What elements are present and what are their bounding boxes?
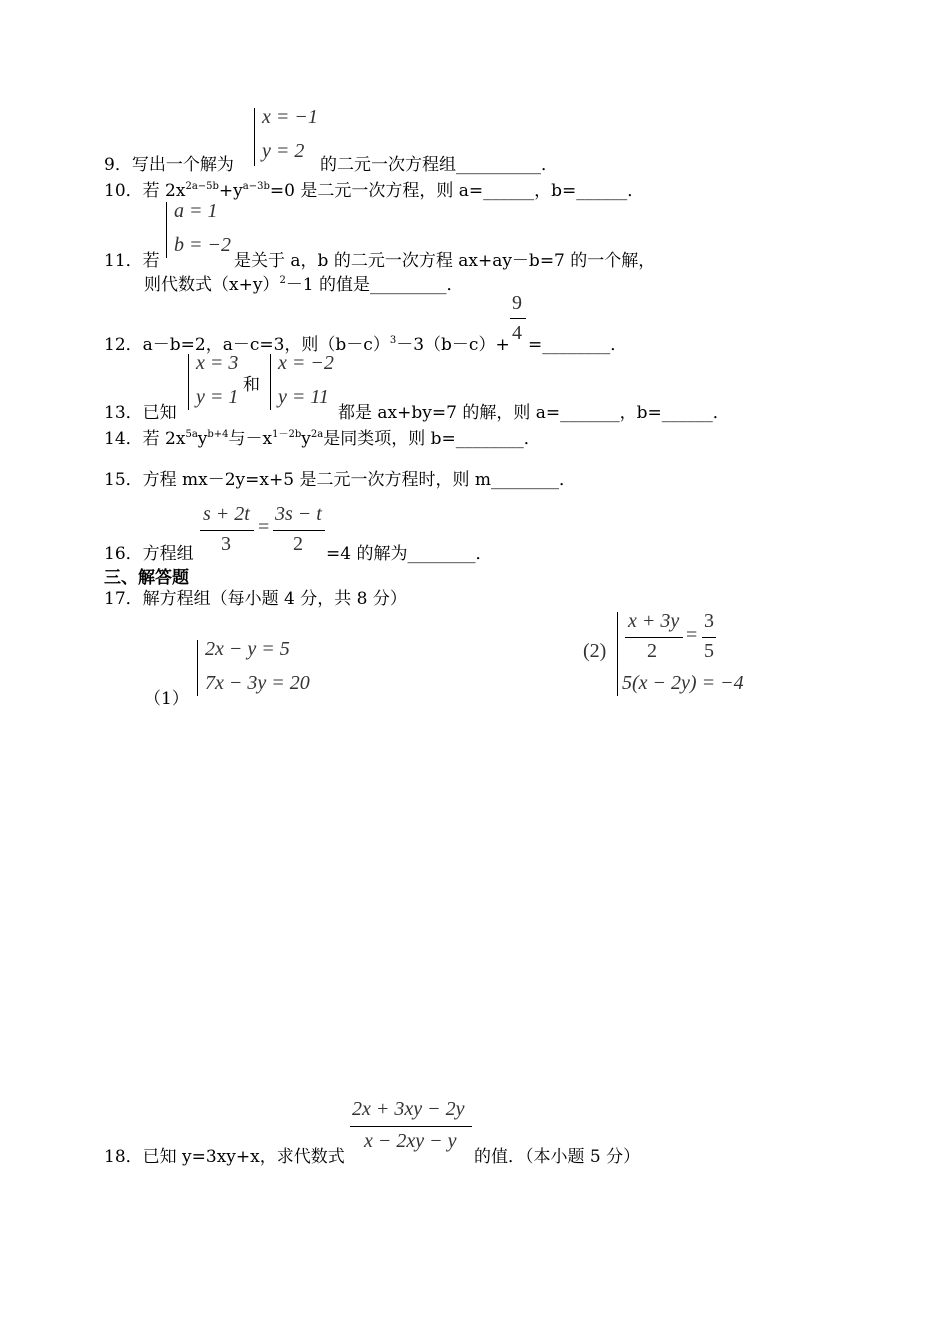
fraction-bar bbox=[625, 637, 683, 638]
fraction-numerator: 9 bbox=[512, 292, 522, 314]
question-9-suffix: 的二元一次方程组__________． bbox=[320, 155, 558, 175]
equals-sign: = bbox=[686, 624, 698, 646]
question-18-suffix: 的值．（本小题 5 分） bbox=[474, 1147, 641, 1167]
fraction-numerator: 3s − t bbox=[275, 503, 322, 525]
system-brace bbox=[166, 202, 167, 258]
equation: x = −2 bbox=[278, 352, 334, 374]
question-9-prefix: 9．写出一个解为 bbox=[104, 155, 234, 175]
question-15: 15．方程 mx－2y=x+5 是二元一次方程时，则 m________． bbox=[104, 470, 576, 490]
part-1-label: （1） bbox=[144, 689, 189, 709]
fraction-bar bbox=[200, 530, 254, 531]
equation: b = −2 bbox=[174, 234, 231, 256]
fraction-denominator: 2 bbox=[293, 533, 303, 555]
system-brace bbox=[270, 354, 271, 410]
fraction-denominator: 4 bbox=[512, 322, 522, 344]
fraction-numerator: 2x + 3xy − 2y bbox=[352, 1098, 465, 1120]
question-12: 12．a－b=2，a－c=3，则$(b-c)^3-3(b-c)+$ bbox=[104, 335, 510, 355]
fraction-numerator: 3 bbox=[704, 610, 714, 632]
equals-sign: = bbox=[258, 516, 270, 538]
question-14: 14．若 $2x^{5a}y^{b+4}$与$-x^{1-2b}y^{2a}$是同类项，则 b=________． bbox=[104, 429, 541, 449]
equation: a = 1 bbox=[174, 200, 218, 222]
question-11-suffix: 是关于 a，b 的二元一次方程 ax+ay－b=7 的一个解， bbox=[234, 251, 656, 271]
equation: 5(x − 2y) = −4 bbox=[622, 672, 744, 694]
system-brace bbox=[188, 354, 189, 410]
equation: y = 1 bbox=[196, 386, 239, 408]
equation: x = −1 bbox=[262, 106, 318, 128]
fraction-numerator: s + 2t bbox=[203, 503, 250, 525]
system-brace bbox=[254, 108, 255, 166]
equation: y = 2 bbox=[262, 140, 305, 162]
question-16-suffix: =4 的解为________． bbox=[326, 544, 493, 564]
question-11-line2: 则代数式$(x+y)^2-1$ 的值是_________． bbox=[144, 275, 464, 295]
fraction-denominator: 5 bbox=[704, 640, 714, 662]
question-10: 10．若 $2x^{2a-5b}+y^{a-3b}=0$ 是二元一次方程，则 a=______，b=______． bbox=[104, 181, 645, 201]
fraction-numerator: x + 3y bbox=[628, 610, 680, 632]
question-13-prefix: 13．已知 bbox=[104, 403, 177, 423]
fraction-denominator: 3 bbox=[221, 533, 231, 555]
question-16-prefix: 16．方程组 bbox=[104, 544, 194, 564]
question-18-prefix: 18．已知 y=3xy+x，求代数式 bbox=[104, 1147, 345, 1167]
question-13-suffix: 都是 ax+by=7 的解，则 a=_______，b=______． bbox=[338, 403, 730, 423]
and-word: 和 bbox=[243, 375, 260, 395]
section-title: 三、解答题 bbox=[104, 568, 189, 588]
equation: 7x − 3y = 20 bbox=[205, 672, 310, 694]
equation: x = 3 bbox=[196, 352, 239, 374]
equation: y = 11 bbox=[278, 386, 329, 408]
system-brace bbox=[197, 640, 198, 696]
question-11-prefix: 11．若 bbox=[104, 251, 160, 271]
question-12-suffix: =________． bbox=[528, 335, 628, 355]
fraction-bar bbox=[350, 1126, 472, 1127]
part-2-label: (2) bbox=[583, 640, 607, 662]
question-17: 17．解方程组（每小题 4 分，共 8 分） bbox=[104, 589, 407, 609]
fraction-bar bbox=[273, 530, 325, 531]
fraction-denominator: x − 2xy − y bbox=[364, 1130, 457, 1152]
system-brace bbox=[617, 612, 618, 696]
equation: 2x − y = 5 bbox=[205, 638, 290, 660]
fraction-bar bbox=[510, 318, 526, 319]
fraction-denominator: 2 bbox=[647, 640, 657, 662]
fraction-bar bbox=[702, 637, 716, 638]
